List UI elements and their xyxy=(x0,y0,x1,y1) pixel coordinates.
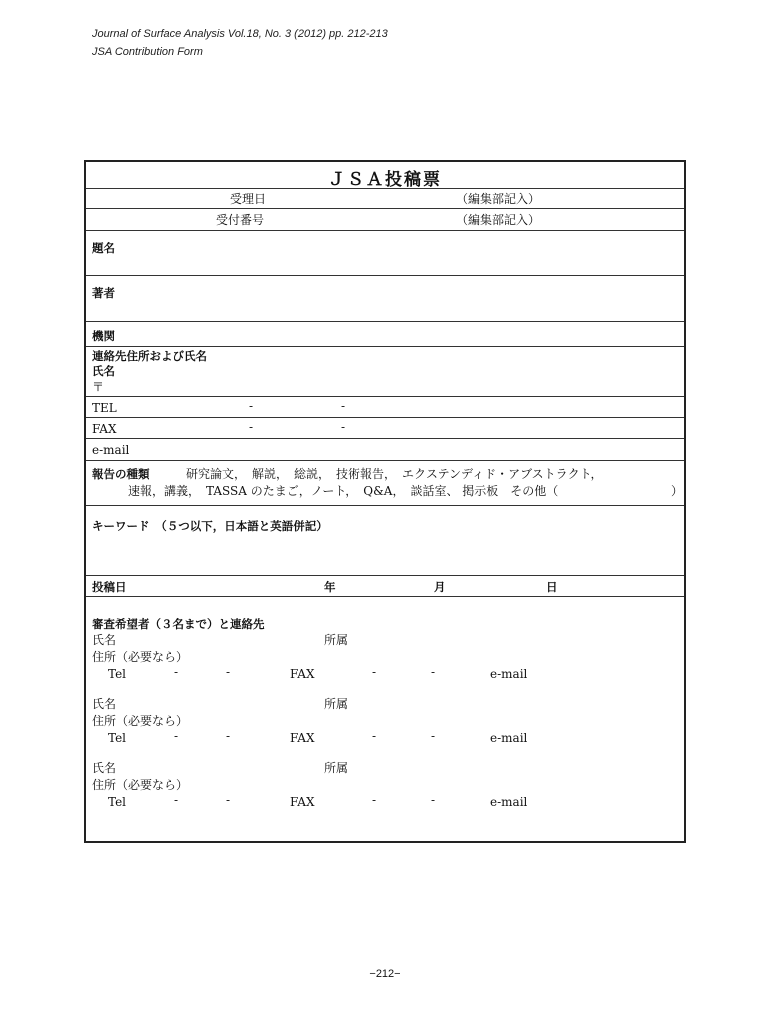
reviewer-email-label: e-mail xyxy=(490,731,528,745)
received-date-label: 受理日 xyxy=(230,192,267,206)
page-number: −212− xyxy=(369,968,401,980)
report-types-line1: 研究論文， 解説， 総説， 技術報告， エクステンディド・アブストラクト， xyxy=(186,467,603,481)
reviewer-fax-label: FAX xyxy=(290,667,315,681)
reviewer-address-label: 住所（必要なら） xyxy=(92,714,189,728)
reviewer-affiliation-label: 所属 xyxy=(324,633,349,647)
contact-label: 連絡先住所および氏名 xyxy=(92,349,207,363)
institution-label: 機関 xyxy=(92,329,115,343)
reviewer-tel-dash-2: - xyxy=(226,729,231,743)
reviewer-fax-dash-2: - xyxy=(431,793,436,807)
reviewer-fax-dash-2: - xyxy=(431,729,436,743)
paper-title-field[interactable] xyxy=(86,231,684,276)
submission-date-label: 投稿日 xyxy=(92,580,127,594)
reviewer-fax-label: FAX xyxy=(290,731,315,745)
reviewer-affiliation-label: 所属 xyxy=(324,761,349,775)
reviewer-email-label: e-mail xyxy=(490,667,528,681)
tel-dash-1: - xyxy=(249,399,254,413)
fax-dash-2: - xyxy=(341,420,346,434)
author-field[interactable] xyxy=(86,276,684,322)
report-type-field[interactable] xyxy=(86,461,684,506)
reviewer-entry[interactable] xyxy=(86,761,684,817)
receipt-number-label: 受付番号 xyxy=(216,213,265,227)
email-field[interactable] xyxy=(86,439,684,461)
form-title: ＪＳＡ投稿票 xyxy=(328,170,442,190)
reviewer-tel-dash-2: - xyxy=(226,793,231,807)
reviewer-tel-dash-1: - xyxy=(174,665,179,679)
reviewer-name-label: 氏名 xyxy=(92,697,117,711)
reviewer-entry[interactable] xyxy=(86,633,684,689)
tel-dash-2: - xyxy=(341,399,346,413)
reviewer-fax-dash-2: - xyxy=(431,665,436,679)
report-types-close: ） xyxy=(671,484,684,498)
keywords-field[interactable] xyxy=(86,506,684,576)
receipt-number-note: （編集部記入） xyxy=(456,213,541,227)
reviewer-tel-label: Tel xyxy=(108,731,127,745)
reviewer-tel-label: Tel xyxy=(108,667,127,681)
form-name: JSA Contribution Form xyxy=(92,46,203,58)
reviewer-tel-label: Tel xyxy=(108,795,127,809)
report-types-line2: 速報，講義， TASSA のたまご，ノート， Q&A， 談話室、 掲示板 その他（ xyxy=(128,484,559,498)
report-type-label: 報告の種類 xyxy=(92,467,150,481)
author-label: 著者 xyxy=(92,286,115,300)
form-title-row xyxy=(86,162,684,189)
reviewer-email-label: e-mail xyxy=(490,795,528,809)
day-label: 日 xyxy=(546,580,558,594)
reviewer-name-label: 氏名 xyxy=(92,633,117,647)
reviewer-section xyxy=(86,597,684,843)
reviewer-fax-dash-1: - xyxy=(372,665,377,679)
reviewer-affiliation-label: 所属 xyxy=(324,697,349,711)
submission-date-row[interactable] xyxy=(86,576,684,597)
email-label: e-mail xyxy=(92,443,130,457)
reviewer-fax-dash-1: - xyxy=(372,729,377,743)
contact-field[interactable] xyxy=(86,347,684,397)
tel-field[interactable] xyxy=(86,397,684,418)
postal-mark: 〒 xyxy=(92,380,105,394)
reviewer-fax-dash-1: - xyxy=(372,793,377,807)
reviewer-address-label: 住所（必要なら） xyxy=(92,778,189,792)
reviewer-entry[interactable] xyxy=(86,697,684,753)
reviewer-heading: 審査希望者（３名まで）と連絡先 xyxy=(92,617,265,631)
fax-label: FAX xyxy=(92,422,117,436)
month-label: 月 xyxy=(434,580,446,594)
contribution-form xyxy=(84,160,686,843)
tel-label: TEL xyxy=(92,401,117,415)
contact-name-label: 氏名 xyxy=(92,364,115,378)
fax-dash-1: - xyxy=(249,420,254,434)
reviewer-name-label: 氏名 xyxy=(92,761,117,775)
received-date-row xyxy=(86,189,684,209)
reviewer-tel-dash-1: - xyxy=(174,729,179,743)
year-label: 年 xyxy=(324,580,336,594)
institution-field[interactable] xyxy=(86,322,684,347)
reviewer-address-label: 住所（必要なら） xyxy=(92,650,189,664)
reviewer-fax-label: FAX xyxy=(290,795,315,809)
keywords-label: キーワード （５つ以下，日本語と英語併記） xyxy=(92,519,328,533)
received-date-note: （編集部記入） xyxy=(456,192,541,206)
reviewer-tel-dash-1: - xyxy=(174,793,179,807)
paper-title-label: 題名 xyxy=(92,241,115,255)
reviewer-tel-dash-2: - xyxy=(226,665,231,679)
receipt-number-row xyxy=(86,209,684,231)
journal-citation: Journal of Surface Analysis Vol.18, No. 3 (2012) pp. 212-213 xyxy=(92,28,388,40)
fax-field[interactable] xyxy=(86,418,684,439)
